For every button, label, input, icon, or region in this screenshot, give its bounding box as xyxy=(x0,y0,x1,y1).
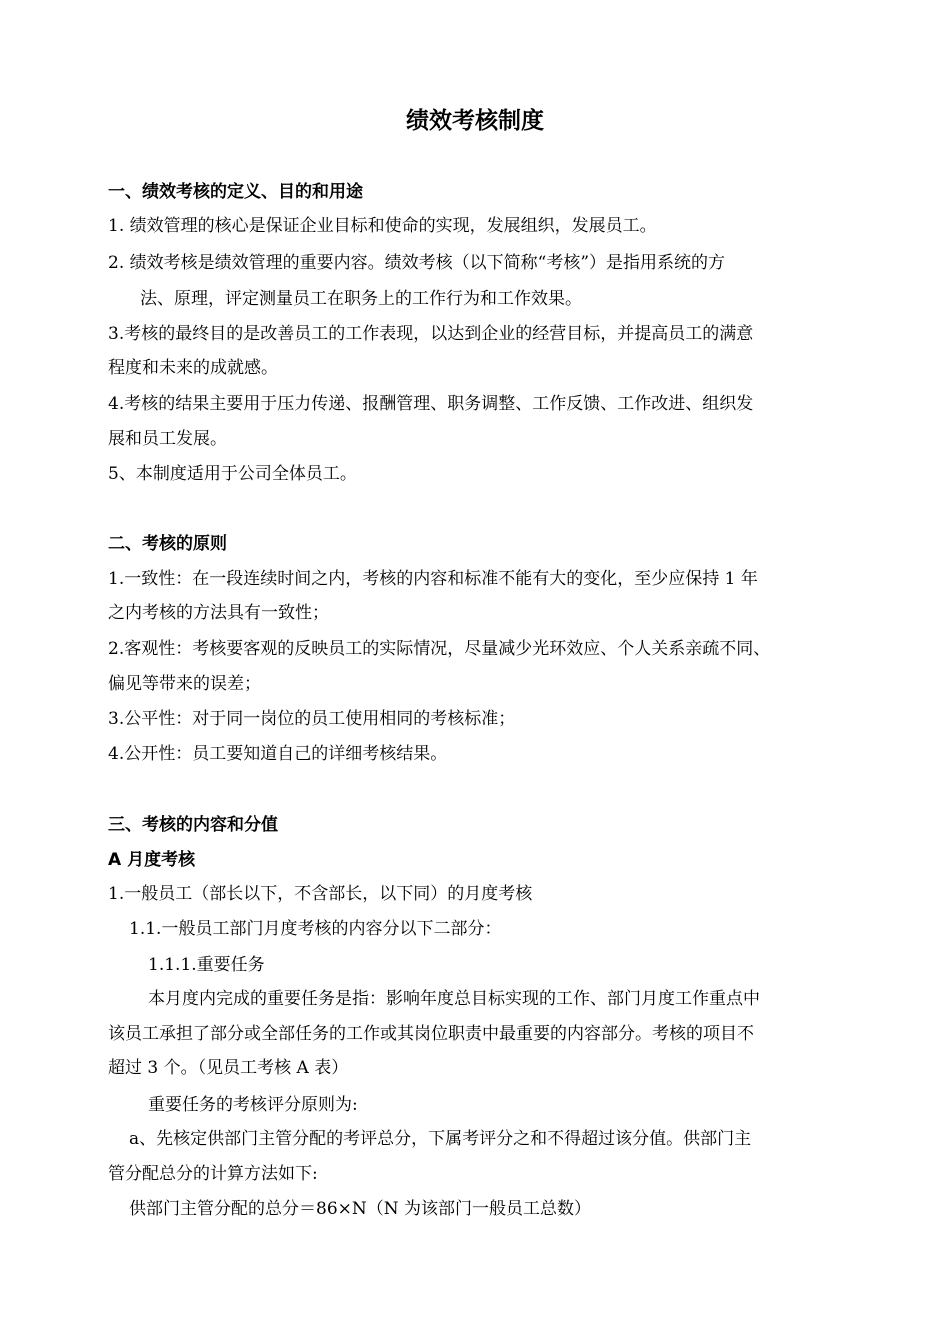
s3-item-1-1: 1.1.一般员工部门月度考核的内容分以下二部分： xyxy=(129,919,502,939)
s1-item-3-line-1: 3.考核的最终目的是改善员工的工作表现，以达到企业的经营目标，并提高员工的满意 xyxy=(108,324,754,344)
s1-item-2-line-2: 法、原理，评定测量员工在职务上的工作行为和工作效果。 xyxy=(140,289,582,309)
s3-paragraph-3-line-2: 管分配总分的计算方法如下: xyxy=(108,1164,318,1184)
s3-paragraph-3-line-1: a、先核定供部门主管分配的考评总分，下属考评分之和不得超过该分值。供部门主 xyxy=(129,1129,752,1149)
s3-paragraph-1-line-2: 该员工承担了部分或全部任务的工作或其岗位职责中最重要的内容部分。考核的项目不 xyxy=(108,1024,754,1044)
section-3-heading: 三、考核的内容和分值 xyxy=(108,815,278,835)
s2-item-2-line-2: 偏见等带来的误差； xyxy=(108,674,261,694)
s3-paragraph-1-line-3: 超过 3 个。（见员工考核 A 表） xyxy=(108,1058,349,1078)
document-title: 绩效考核制度 xyxy=(406,108,544,134)
s1-item-4-line-2: 展和员工发展。 xyxy=(108,429,227,449)
s2-item-1-line-2: 之内考核的方法具有一致性； xyxy=(108,603,329,623)
s1-item-2-line-1: 2. 绩效考核是绩效管理的重要内容。绩效考核（以下简称“考核”）是指用系统的方 xyxy=(108,253,726,273)
section-1-heading: 一、绩效考核的定义、目的和用途 xyxy=(108,182,363,202)
s1-item-5: 5、本制度适用于公司全体员工。 xyxy=(108,464,357,484)
s2-item-1-line-1: 1.一致性：在一段连续时间之内，考核的内容和标准不能有大的变化，至少应保持 1 年 xyxy=(108,569,758,589)
s3-paragraph-1-line-1: 本月度内完成的重要任务是指：影响年度总目标实现的工作、部门月度工作重点中 xyxy=(148,989,760,1009)
s3-paragraph-2: 重要任务的考核评分原则为: xyxy=(148,1095,358,1115)
s3-item-1: 1.一般员工（部长以下，不含部长，以下同）的月度考核 xyxy=(108,884,533,904)
s1-item-1: 1. 绩效管理的核心是保证企业目标和使命的实现，发展组织，发展员工。 xyxy=(108,216,657,236)
section-2-heading: 二、考核的原则 xyxy=(108,534,227,554)
s2-item-4: 4.公开性：员工要知道自己的详细考核结果。 xyxy=(108,744,448,764)
s3-formula: 供部门主管分配的总分＝86×N（N 为该部门一般员工总数） xyxy=(129,1199,592,1219)
s2-item-3: 3.公平性：对于同一岗位的员工使用相同的考核标准； xyxy=(108,709,516,729)
s2-item-2-line-1: 2.客观性：考核要客观的反映员工的实际情况，尽量减少光环效应、个人关系亲疏不同、 xyxy=(108,639,771,659)
subsection-a-heading: A 月度考核 xyxy=(108,850,196,870)
s3-item-1-1-1: 1.1.1.重要任务 xyxy=(148,955,265,975)
s1-item-4-line-1: 4.考核的结果主要用于压力传递、报酬管理、职务调整、工作反馈、工作改进、组织发 xyxy=(108,394,754,414)
s1-item-3-line-2: 程度和未来的成就感。 xyxy=(108,358,278,378)
